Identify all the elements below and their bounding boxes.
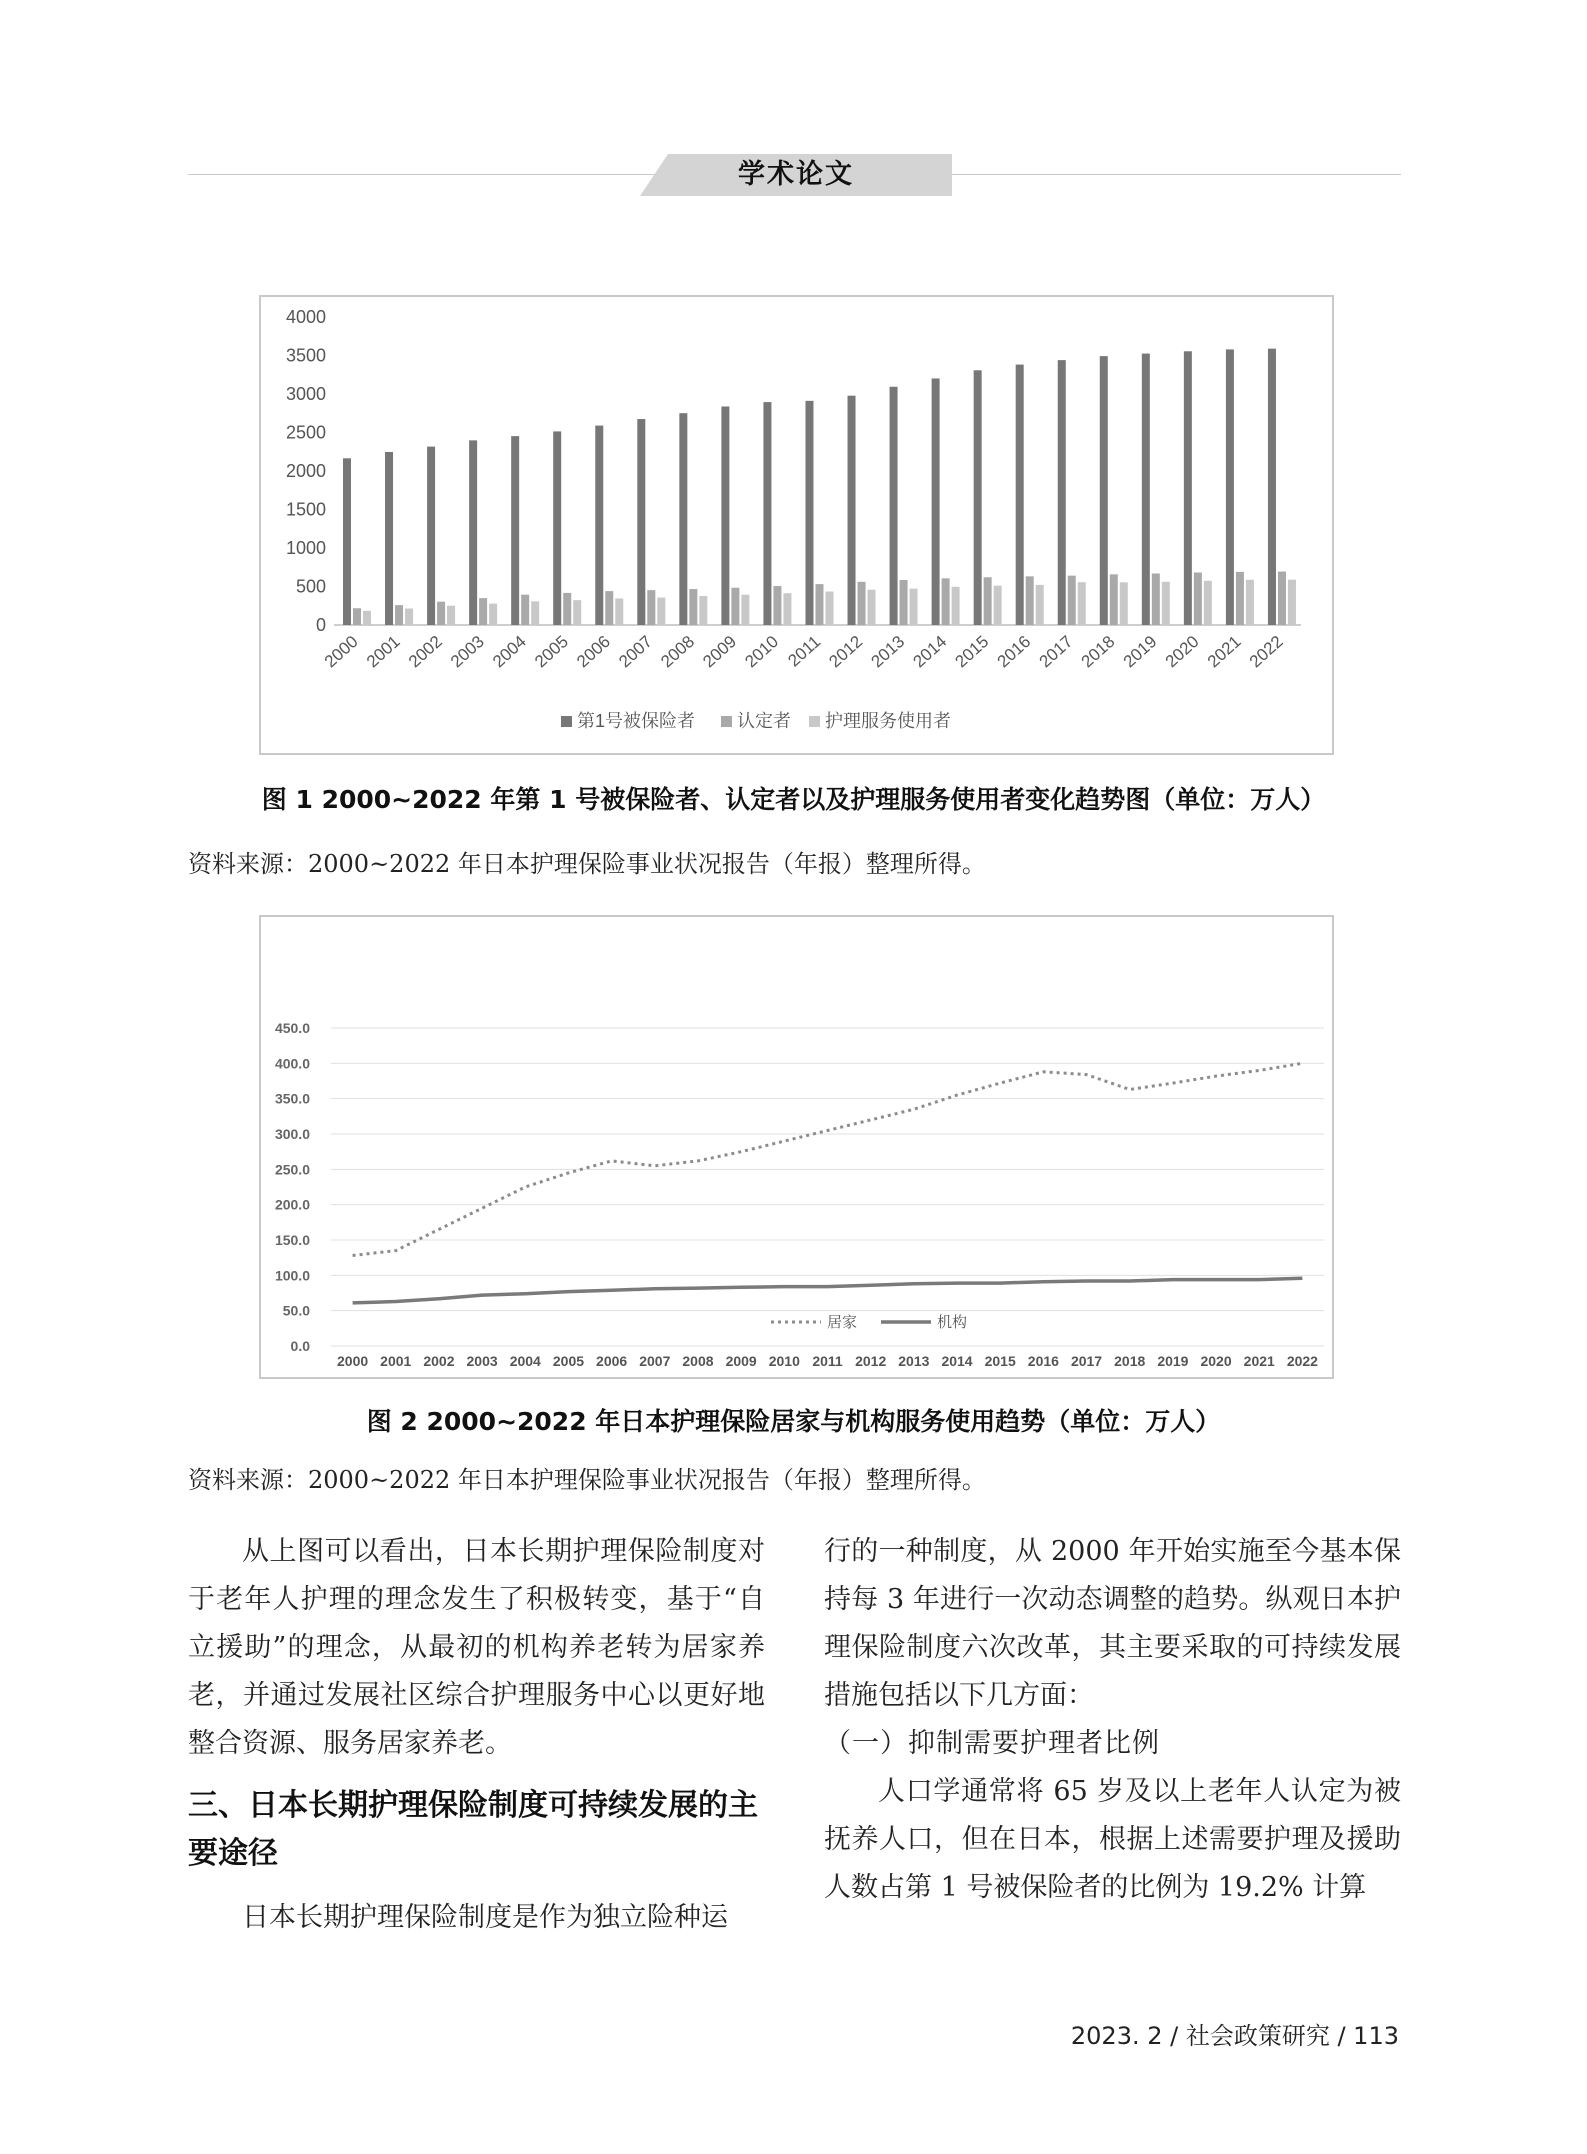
bar-认定者-2008 xyxy=(689,589,697,625)
x-tick-label: 2006 xyxy=(596,1353,628,1369)
y-tick-label: 2000 xyxy=(285,461,326,481)
x-tick-label: 2018 xyxy=(1114,1353,1146,1369)
y-tick-label: 250.0 xyxy=(274,1161,310,1178)
bar-护理服务使用者-2005 xyxy=(573,600,581,625)
bar-护理服务使用者-2009 xyxy=(741,595,749,625)
x-tick-label: 2004 xyxy=(509,1353,541,1369)
figure2-source: 资料来源：2000~2022 年日本护理保险事业状况报告（年报）整理所得。 xyxy=(188,1466,986,1494)
bar-认定者-2002 xyxy=(437,602,445,625)
bar-第1号被保险者-2003 xyxy=(469,440,477,625)
body-paragraph: 行的一种制度，从 2000 年开始实施至今基本保持每 3 年进行一次动态调整的趋势。纵观日本护理保险制度六次改革，其主要采取的可持续发展措施包括以下几方面： xyxy=(824,1536,1401,1711)
bar-第1号被保险者-2010 xyxy=(763,402,771,625)
bar-第1号被保险者-2004 xyxy=(511,436,519,625)
y-tick-label: 200.0 xyxy=(274,1196,310,1213)
bar-第1号被保险者-2019 xyxy=(1142,354,1150,625)
bar-认定者-2019 xyxy=(1152,573,1160,625)
legend-label: 第1号被保险者 xyxy=(577,711,696,731)
figure1-bar-chart xyxy=(261,297,1332,753)
x-tick-label: 2012 xyxy=(855,1353,887,1369)
bar-第1号被保险者-2014 xyxy=(932,378,940,625)
x-tick-label: 2007 xyxy=(615,631,657,672)
y-tick-label: 3500 xyxy=(285,345,326,366)
body-paragraph: 从上图可以看出，日本长期护理保险制度对于老年人护理的理念发生了积极转变，基于“自立援助”的理念，从最初的机构养老转为居家养老，并通过发展社区综合护理服务中心以更好地整合资源、服务居家养老。 xyxy=(188,1536,765,1759)
y-tick-label: 450.0 xyxy=(274,1020,310,1036)
bar-第1号被保险者-2022 xyxy=(1268,349,1276,625)
bar-认定者-2003 xyxy=(479,598,487,625)
bar-护理服务使用者-2022 xyxy=(1288,580,1296,625)
x-tick-label: 2013 xyxy=(898,1353,930,1369)
x-tick-label: 2010 xyxy=(768,1353,800,1369)
body-paragraph: 日本长期护理保险制度是作为独立险种运 xyxy=(242,1902,728,1933)
x-tick-label: 2008 xyxy=(682,1353,714,1369)
x-tick-label: 2015 xyxy=(951,631,993,672)
y-tick-label: 1500 xyxy=(285,499,326,520)
x-tick-label: 2000 xyxy=(337,1353,369,1369)
x-tick-label: 2008 xyxy=(657,631,699,672)
x-tick-label: 2020 xyxy=(1161,631,1203,672)
x-tick-label: 2022 xyxy=(1286,1353,1318,1369)
y-tick-label: 0 xyxy=(315,615,326,635)
bar-护理服务使用者-2010 xyxy=(783,593,791,625)
x-tick-label: 2011 xyxy=(784,631,825,671)
x-tick-label: 2018 xyxy=(1077,631,1119,672)
y-tick-label: 300.0 xyxy=(274,1126,310,1142)
bar-第1号被保险者-2011 xyxy=(805,401,813,625)
x-tick-label: 2002 xyxy=(423,1353,455,1369)
legend-label: 认定者 xyxy=(737,711,791,731)
figure2-chart-frame xyxy=(259,915,1334,1379)
x-tick-label: 2019 xyxy=(1119,631,1161,672)
y-tick-label: 500 xyxy=(295,576,326,597)
bar-第1号被保险者-2020 xyxy=(1184,351,1192,625)
x-tick-label: 2003 xyxy=(447,631,488,672)
page-footer: 2023. 2 / 社会政策研究 / 113 xyxy=(1070,2022,1399,2050)
bar-护理服务使用者-2016 xyxy=(1036,585,1044,625)
legend-swatch xyxy=(721,716,732,727)
x-tick-label: 2005 xyxy=(552,1353,585,1369)
series-line-机构 xyxy=(353,1278,1303,1303)
y-tick-label: 100.0 xyxy=(274,1267,310,1284)
figure1-source: 资料来源：2000~2022 年日本护理保险事业状况报告（年报）整理所得。 xyxy=(188,850,986,878)
bar-第1号被保险者-2001 xyxy=(385,452,393,625)
bar-第1号被保险者-2007 xyxy=(637,419,645,625)
bar-认定者-2015 xyxy=(984,577,992,625)
bar-认定者-2005 xyxy=(563,593,571,625)
x-tick-label: 2000 xyxy=(320,631,362,672)
bar-第1号被保险者-2002 xyxy=(427,447,435,625)
bar-护理服务使用者-2018 xyxy=(1120,582,1128,625)
legend-swatch xyxy=(809,716,820,727)
bar-护理服务使用者-2002 xyxy=(447,606,455,625)
y-tick-label: 150.0 xyxy=(274,1232,310,1248)
figure1-caption: 图 1 2000~2022 年第 1 号被保险者、认定者以及护理服务使用者变化趋势图（单位：万人） xyxy=(261,785,1326,814)
body-paragraph: 人口学通常将 65 岁及以上老年人认定为被抚养人口，但在日本，根据上述需要护理及援助人数占第 1 号被保险者的比例为 19.2% 计算 xyxy=(824,1776,1401,1903)
bar-护理服务使用者-2020 xyxy=(1204,581,1212,625)
bar-认定者-2022 xyxy=(1278,572,1286,625)
x-tick-label: 2001 xyxy=(380,1353,412,1369)
bar-第1号被保险者-2013 xyxy=(890,387,898,625)
y-tick-label: 4000 xyxy=(285,307,326,327)
x-tick-label: 2019 xyxy=(1157,1353,1189,1369)
x-tick-label: 2009 xyxy=(725,1353,757,1369)
x-tick-label: 2014 xyxy=(941,1353,973,1369)
bar-认定者-2013 xyxy=(900,580,908,625)
y-tick-label: 350.0 xyxy=(274,1090,310,1107)
bar-护理服务使用者-2015 xyxy=(994,586,1002,625)
bar-认定者-2009 xyxy=(731,588,739,625)
bar-认定者-2016 xyxy=(1026,576,1034,625)
bar-护理服务使用者-2014 xyxy=(952,587,960,625)
y-tick-label: 400.0 xyxy=(274,1055,310,1072)
x-tick-label: 2004 xyxy=(489,631,530,672)
bar-第1号被保险者-2017 xyxy=(1058,360,1066,625)
x-tick-label: 2013 xyxy=(867,631,909,672)
bar-第1号被保险者-2000 xyxy=(343,458,351,625)
bar-认定者-2000 xyxy=(353,608,361,625)
y-tick-label: 0.0 xyxy=(290,1338,310,1354)
bar-护理服务使用者-2019 xyxy=(1162,582,1170,625)
section-heading: 三、日本长期护理保险制度可持续发展的主要途径 xyxy=(188,1788,758,1871)
legend-label: 居家 xyxy=(827,1314,858,1331)
bar-认定者-2020 xyxy=(1194,572,1202,625)
subsection-heading: （一）抑制需要护理者比例 xyxy=(824,1728,1160,1759)
bar-认定者-2010 xyxy=(773,586,781,625)
bar-第1号被保险者-2016 xyxy=(1016,365,1024,625)
figure1-chart-frame xyxy=(259,295,1334,755)
bar-第1号被保险者-2021 xyxy=(1226,349,1234,625)
x-tick-label: 2021 xyxy=(1243,1353,1275,1369)
legend-label: 护理服务使用者 xyxy=(825,711,951,731)
bar-第1号被保险者-2018 xyxy=(1100,356,1108,625)
bar-认定者-2001 xyxy=(395,605,403,625)
x-tick-label: 2002 xyxy=(404,631,446,672)
bar-第1号被保险者-2006 xyxy=(595,426,603,625)
x-tick-label: 2012 xyxy=(825,631,867,672)
y-tick-label: 3000 xyxy=(285,384,326,404)
x-tick-label: 2001 xyxy=(362,631,404,672)
bar-认定者-2011 xyxy=(815,584,823,625)
bar-认定者-2017 xyxy=(1068,576,1076,625)
x-tick-label: 2010 xyxy=(741,631,783,672)
x-tick-label: 2016 xyxy=(993,631,1035,672)
x-tick-label: 2020 xyxy=(1200,1353,1232,1369)
bar-第1号被保险者-2015 xyxy=(974,370,982,625)
x-tick-label: 2017 xyxy=(1070,1353,1103,1369)
x-tick-label: 2015 xyxy=(984,1353,1016,1369)
legend-swatch xyxy=(561,716,572,727)
bar-认定者-2014 xyxy=(942,578,950,625)
bar-认定者-2021 xyxy=(1236,572,1244,625)
left-column xyxy=(188,1528,765,1942)
right-column xyxy=(824,1528,1401,1912)
bar-护理服务使用者-2012 xyxy=(868,590,876,625)
x-tick-label: 2011 xyxy=(812,1353,843,1369)
figure2-caption: 图 2 2000~2022 年日本护理保险居家与机构服务使用趋势（单位：万人） xyxy=(366,1407,1221,1436)
section-label: 学术论文 xyxy=(738,159,854,190)
x-tick-label: 2017 xyxy=(1035,631,1077,672)
bar-护理服务使用者-2004 xyxy=(531,601,539,625)
x-tick-label: 2014 xyxy=(909,631,951,672)
bar-认定者-2018 xyxy=(1110,574,1118,625)
y-tick-label: 50.0 xyxy=(282,1302,310,1319)
x-tick-label: 2009 xyxy=(699,631,741,672)
legend-label: 机构 xyxy=(937,1314,968,1331)
x-tick-label: 2006 xyxy=(573,631,614,672)
x-tick-label: 2022 xyxy=(1245,631,1287,672)
bar-护理服务使用者-2006 xyxy=(615,598,623,625)
series-line-居家 xyxy=(353,1063,1303,1255)
bar-护理服务使用者-2013 xyxy=(910,589,918,625)
bar-护理服务使用者-2003 xyxy=(489,604,497,625)
bar-认定者-2007 xyxy=(647,590,655,625)
bar-第1号被保险者-2005 xyxy=(553,431,561,625)
bar-护理服务使用者-2021 xyxy=(1246,580,1254,625)
bar-第1号被保险者-2012 xyxy=(848,396,856,625)
bar-第1号被保险者-2009 xyxy=(721,406,729,625)
bar-护理服务使用者-2007 xyxy=(657,598,665,625)
y-tick-label: 1000 xyxy=(285,538,326,558)
bar-护理服务使用者-2000 xyxy=(363,611,371,625)
bar-第1号被保险者-2008 xyxy=(679,413,687,625)
y-tick-label: 2500 xyxy=(285,422,326,443)
bar-护理服务使用者-2001 xyxy=(405,609,413,625)
bar-认定者-2012 xyxy=(858,582,866,625)
x-tick-label: 2021 xyxy=(1203,631,1245,672)
bar-认定者-2006 xyxy=(605,591,613,625)
bar-认定者-2004 xyxy=(521,595,529,625)
x-tick-label: 2007 xyxy=(639,1353,671,1369)
x-tick-label: 2016 xyxy=(1027,1353,1059,1369)
x-tick-label: 2005 xyxy=(531,631,572,672)
figure2-line-chart xyxy=(261,917,1332,1377)
bar-护理服务使用者-2017 xyxy=(1078,582,1086,625)
bar-护理服务使用者-2008 xyxy=(699,596,707,625)
x-tick-label: 2003 xyxy=(466,1353,498,1369)
bar-护理服务使用者-2011 xyxy=(825,592,833,625)
